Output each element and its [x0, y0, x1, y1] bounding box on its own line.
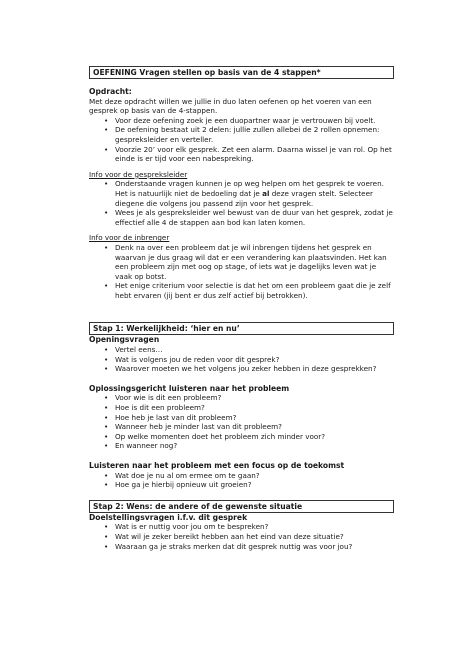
list-item: • Wees je als gespreksleider wel bewust van de duur van het gesprek, zodat je effectief alle 4 de stappen aan bod kan laten komen.: [115, 208, 394, 227]
assignment-label: Opdracht:: [89, 87, 132, 96]
list-item: • Hoe heb je last van dit probleem?: [115, 413, 394, 423]
step1-title: Stap 1: Werkelijkheid: ‘hier en nu’: [89, 322, 394, 335]
assignment-list: [89, 116, 394, 164]
list-item: • Waarover moeten we het volgens jou zeker hebben in deze gesprekken?: [115, 364, 394, 374]
goal-label: Doelstellingsvragen i.f.v. dit gesprek: [89, 512, 248, 522]
step2-title: Stap 2: Wens: de andere of de gewenste situatie: [89, 500, 394, 513]
future-list: [89, 471, 394, 490]
assignment-intro: Met deze opdracht willen we jullie in duo laten oefenen op het voeren van een gesprek op basis van de 4-stappen.: [89, 96, 372, 116]
goal-list: [89, 522, 394, 551]
list-item: • Voor wie is dit een probleem?: [115, 393, 394, 403]
list-item: • Wat wil je zeker bereikt hebben aan het eind van deze situatie?: [115, 532, 394, 542]
list-item: • Hoe is dit een probleem?: [115, 403, 394, 413]
solution-list: [89, 393, 394, 451]
list-item: • Waaraan ga je straks merken dat dit gesprek nuttig was voor jou?: [115, 542, 394, 552]
solution-label: Oplossingsgericht luisteren naar het probleem: [89, 383, 290, 393]
bringer-heading: Info voor de inbrenger: [89, 233, 170, 243]
list-item: • Voorzie 20’ voor elk gesprek. Zet een alarm. Daarna wissel je van rol. Op het einde is er tijd voor een nabespreking.: [115, 145, 394, 164]
list-item: • Wat is er nuttig voor jou om te bespreken?: [115, 522, 394, 532]
list-item: • En wanneer nog?: [115, 441, 394, 451]
list-item: • De oefening bestaat uit 2 delen: jullie zullen allebei de 2 rollen opnemen: gespreksleider en verteller.: [115, 125, 394, 144]
opening-list: [89, 345, 394, 374]
opening-label: Openingsvragen: [89, 335, 160, 345]
list-item: • Onderstaande vragen kunnen je op weg helpen om het gesprek te voeren. Het is natuurlijk niet de bedoeling dat je al deze vragen stelt. Selecteer diegene die volgens jou passend zijn voor het gesprek.: [115, 179, 394, 208]
list-item: • Wanneer heb je minder last van dit probleem?: [115, 422, 394, 432]
leader-heading: Info voor de gespreksleider: [89, 169, 188, 179]
list-item: • Vertel eens…: [115, 345, 394, 355]
list-item: • Hoe ga je hierbij opnieuw uit groeien?: [115, 480, 394, 490]
list-item: • Op welke momenten doet het probleem zich minder voor?: [115, 432, 394, 442]
bringer-list: [89, 243, 394, 301]
list-item: • Het enige criterium voor selectie is dat het om een probleem gaat die je zelf hebt ervaren (jij bent er dus zelf actief bij betrokken).: [115, 281, 394, 300]
list-item: • Wat is volgens jou de reden voor dit gesprek?: [115, 355, 394, 365]
exercise-title: OEFENING Vragen stellen op basis van de 4 stappen*: [89, 66, 394, 79]
list-item: • Wat doe je nu al om ermee om te gaan?: [115, 471, 394, 481]
future-label: Luisteren naar het probleem met een focus op de toekomst: [89, 461, 345, 470]
list-item: • Denk na over een probleem dat je wil inbrengen tijdens het gesprek en waarvan je dus graag wil dat er een verandering kan plaatsvinden. Het kan een probleem zijn met oog op stage, of iets wat je dagelijks leven wat je vaak op botst.: [115, 243, 394, 281]
list-item: • Voor deze oefening zoek je een duopartner waar je vertrouwen bij voelt.: [115, 116, 394, 126]
leader-list: [89, 179, 394, 227]
